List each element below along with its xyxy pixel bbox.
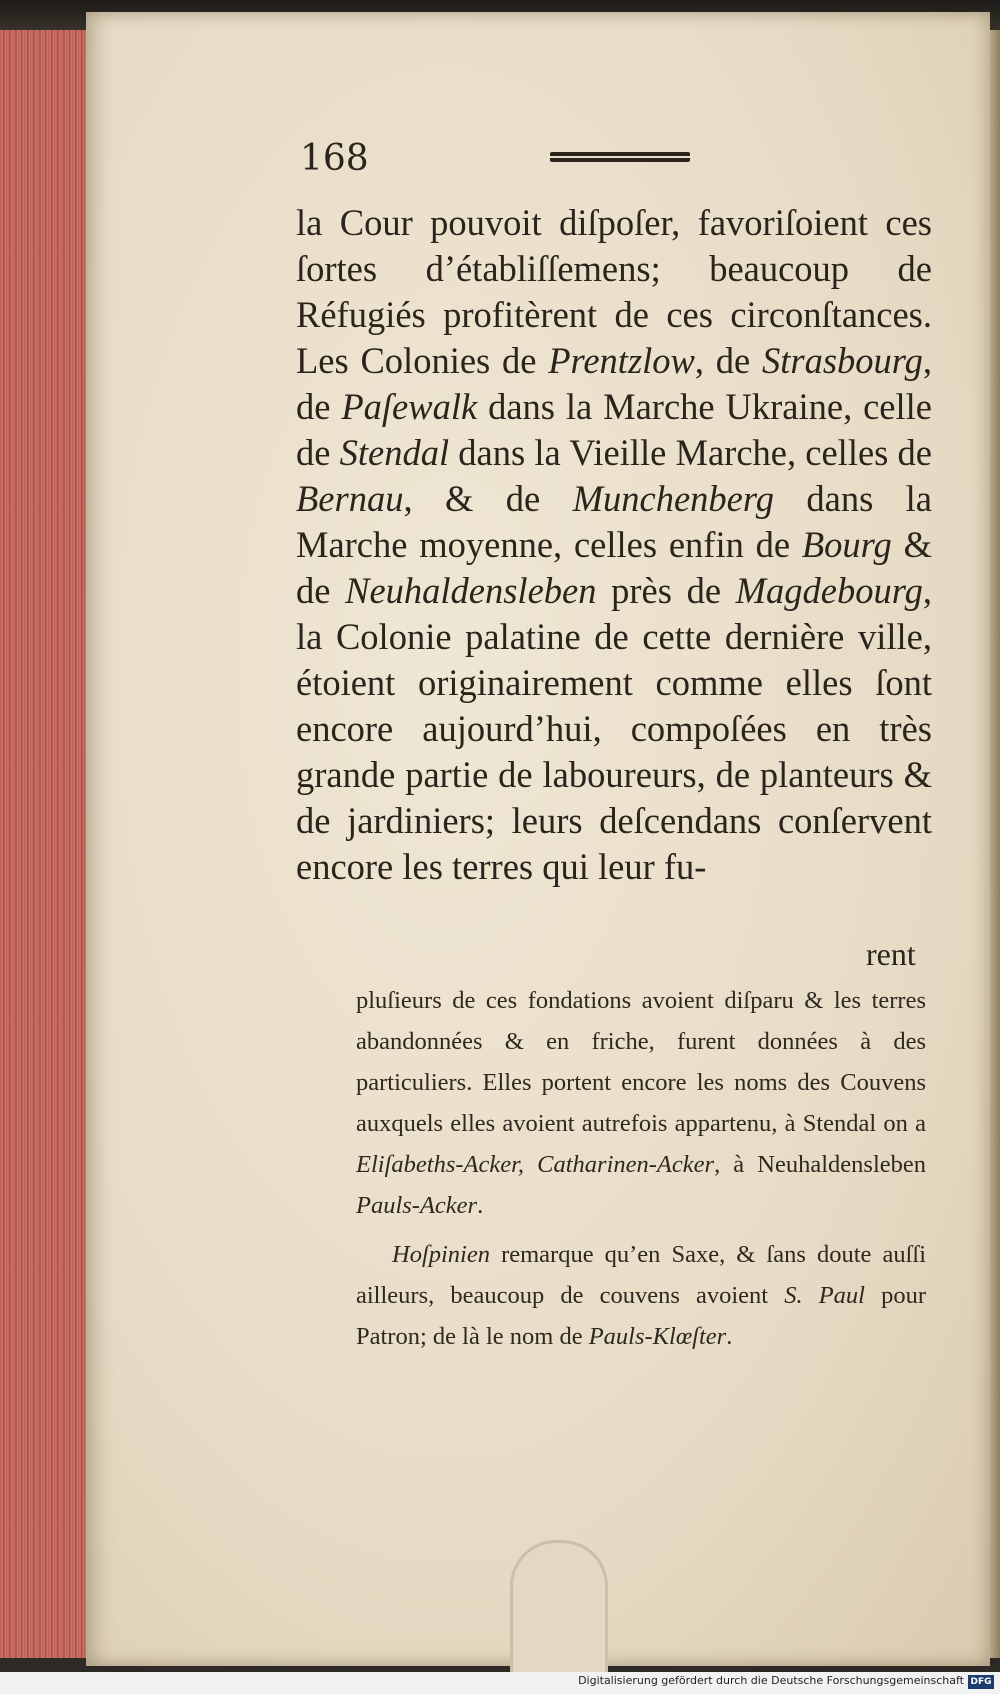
book-page-edges	[0, 30, 90, 1658]
italic-name: Pauls-Klœſter	[588, 1323, 727, 1350]
italic-name: Prentzlow	[548, 340, 695, 381]
italic-name: Munchenberg	[572, 478, 774, 519]
italic-name: Hoſpinien	[392, 1241, 490, 1268]
main-text	[296, 200, 932, 890]
italic-name: Neuhaldensleben	[345, 570, 597, 611]
catchword: rent	[866, 936, 916, 972]
italic-name: S. Paul	[784, 1282, 865, 1309]
ribbon-hole	[510, 1540, 608, 1673]
italic-name: Eliſabeths-Acker, Catharinen-Acker	[356, 1151, 715, 1178]
header-rule	[550, 152, 690, 162]
footnote-paragraph-2: Hoſpinien remarque qu’en Saxe, & ſans doute auſſi ailleurs, beaucoup de couvens avoient S. Paul pour Patron; de là le nom de Pauls-Klœſter.	[356, 1241, 926, 1350]
italic-name: Bernau	[296, 478, 404, 519]
main-paragraph: la Cour pouvoit diſpoſer, favoriſoient ces ſortes d’établiſſemens; beaucoup de Réfugiés profitèrent de ces circonſtances. Les Colonies de Prentzlow, de Strasbourg, de Paſewalk dans la Marche Ukraine, celle de Stendal dans la Vieille Marche, celles de Bernau, & de Munchenberg dans la Marche moyenne, celles enfin de Bourg & de Neuhaldensleben près de Magdebourg, la Colonie palatine de cette dernière ville, étoient originairement comme elles ſont encore aujourd’hui, compoſées en très grande partie de laboureurs, de planteurs & de jardiniers; leurs deſcendans conſervent encore les terres qui leur fu-	[296, 202, 933, 887]
italic-name: Pauls-Acker	[356, 1192, 478, 1219]
footnote-paragraph-1: pluſieurs de ces fondations avoient diſparu & les terres abandonnées & en friche, furent données à des particuliers. Elles portent encore les noms des Couvens auxquels elles avoient autrefois appartenu, à Stendal on a Eliſabeths-Acker, Catharinen-Acker, à Neuhaldensleben Pauls-Acker.	[356, 987, 926, 1219]
page-number: 168	[300, 138, 369, 179]
dfg-logo-icon: DFG	[968, 1675, 994, 1689]
footnote	[356, 980, 926, 1357]
italic-name: Stendal	[339, 432, 450, 473]
italic-name: Bourg	[801, 524, 892, 565]
italic-name: Paſewalk	[341, 386, 478, 427]
italic-name: Strasbourg	[761, 340, 923, 381]
italic-name: Magdebourg	[735, 570, 923, 611]
footer-credit: Digitalisierung gefördert durch die Deutsche Forschungsgemeinschaft	[578, 1674, 964, 1687]
